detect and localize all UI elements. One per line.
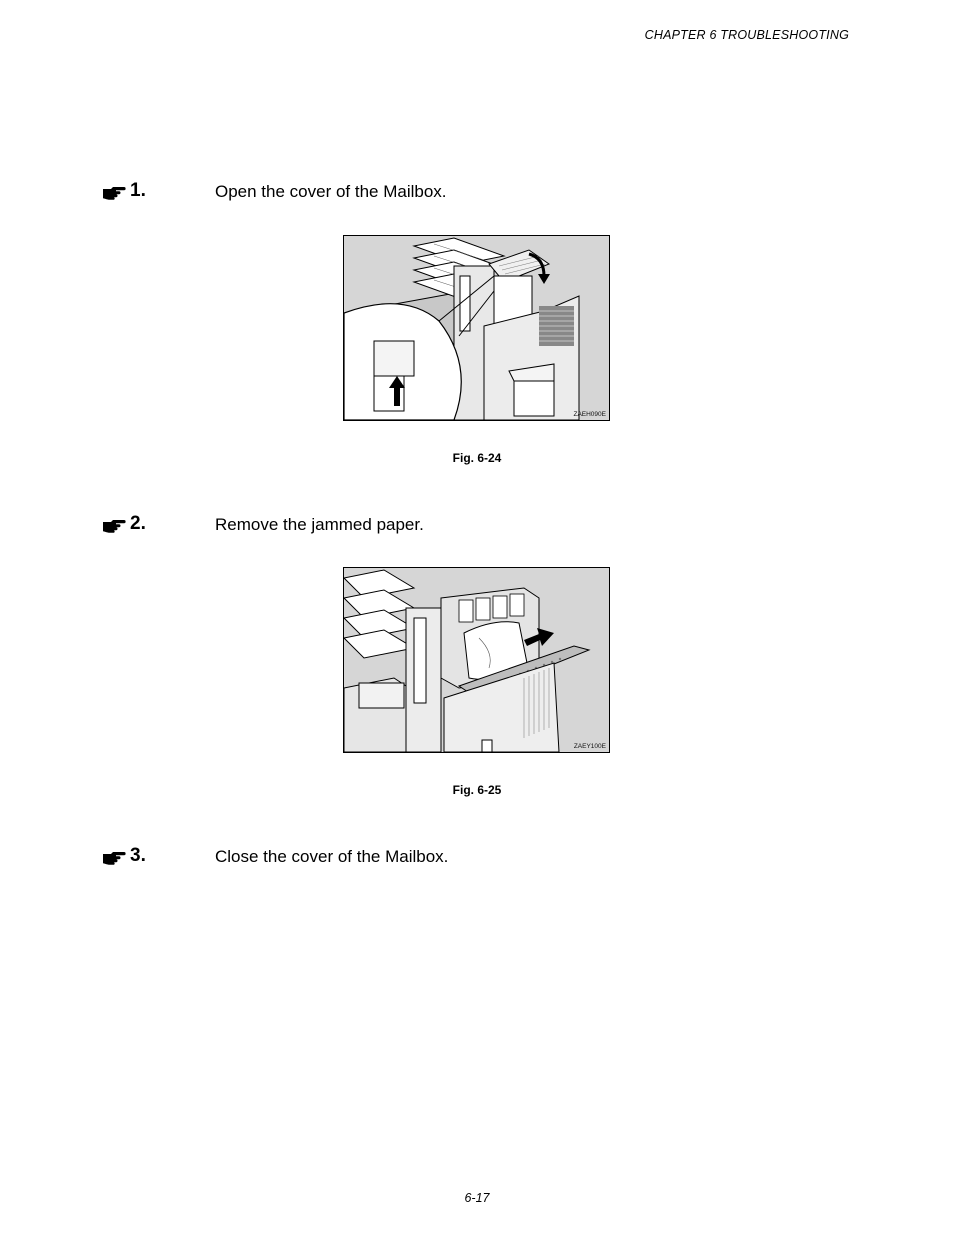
figure-code: ZAEY100E — [573, 743, 606, 750]
jammed-paper-illustration — [344, 568, 609, 752]
pointing-hand-icon — [102, 517, 126, 533]
page-number: 6-17 — [464, 1191, 490, 1205]
mailbox-open-illustration — [344, 236, 609, 420]
figure-caption: Fig. 6-24 — [452, 451, 502, 465]
figure-remove-jammed-paper — [343, 567, 610, 753]
pointing-hand-icon — [102, 849, 126, 865]
figure-mailbox-open-cover — [343, 235, 610, 421]
step-number: 1. — [130, 180, 146, 201]
step-number: 3. — [130, 845, 146, 866]
step-text: Remove the jammed paper. — [215, 515, 424, 534]
step-text: Close the cover of the Mailbox. — [215, 847, 449, 866]
step-number: 2. — [130, 513, 146, 534]
chapter-header: CHAPTER 6 TROUBLESHOOTING — [644, 28, 849, 42]
step-1 — [102, 182, 802, 206]
step-3 — [102, 847, 802, 871]
pointing-hand-icon — [102, 184, 126, 200]
figure-caption: Fig. 6-25 — [452, 783, 502, 797]
figure-code: ZAEH090E — [573, 411, 606, 418]
step-text: Open the cover of the Mailbox. — [215, 182, 447, 201]
step-2 — [102, 515, 802, 539]
